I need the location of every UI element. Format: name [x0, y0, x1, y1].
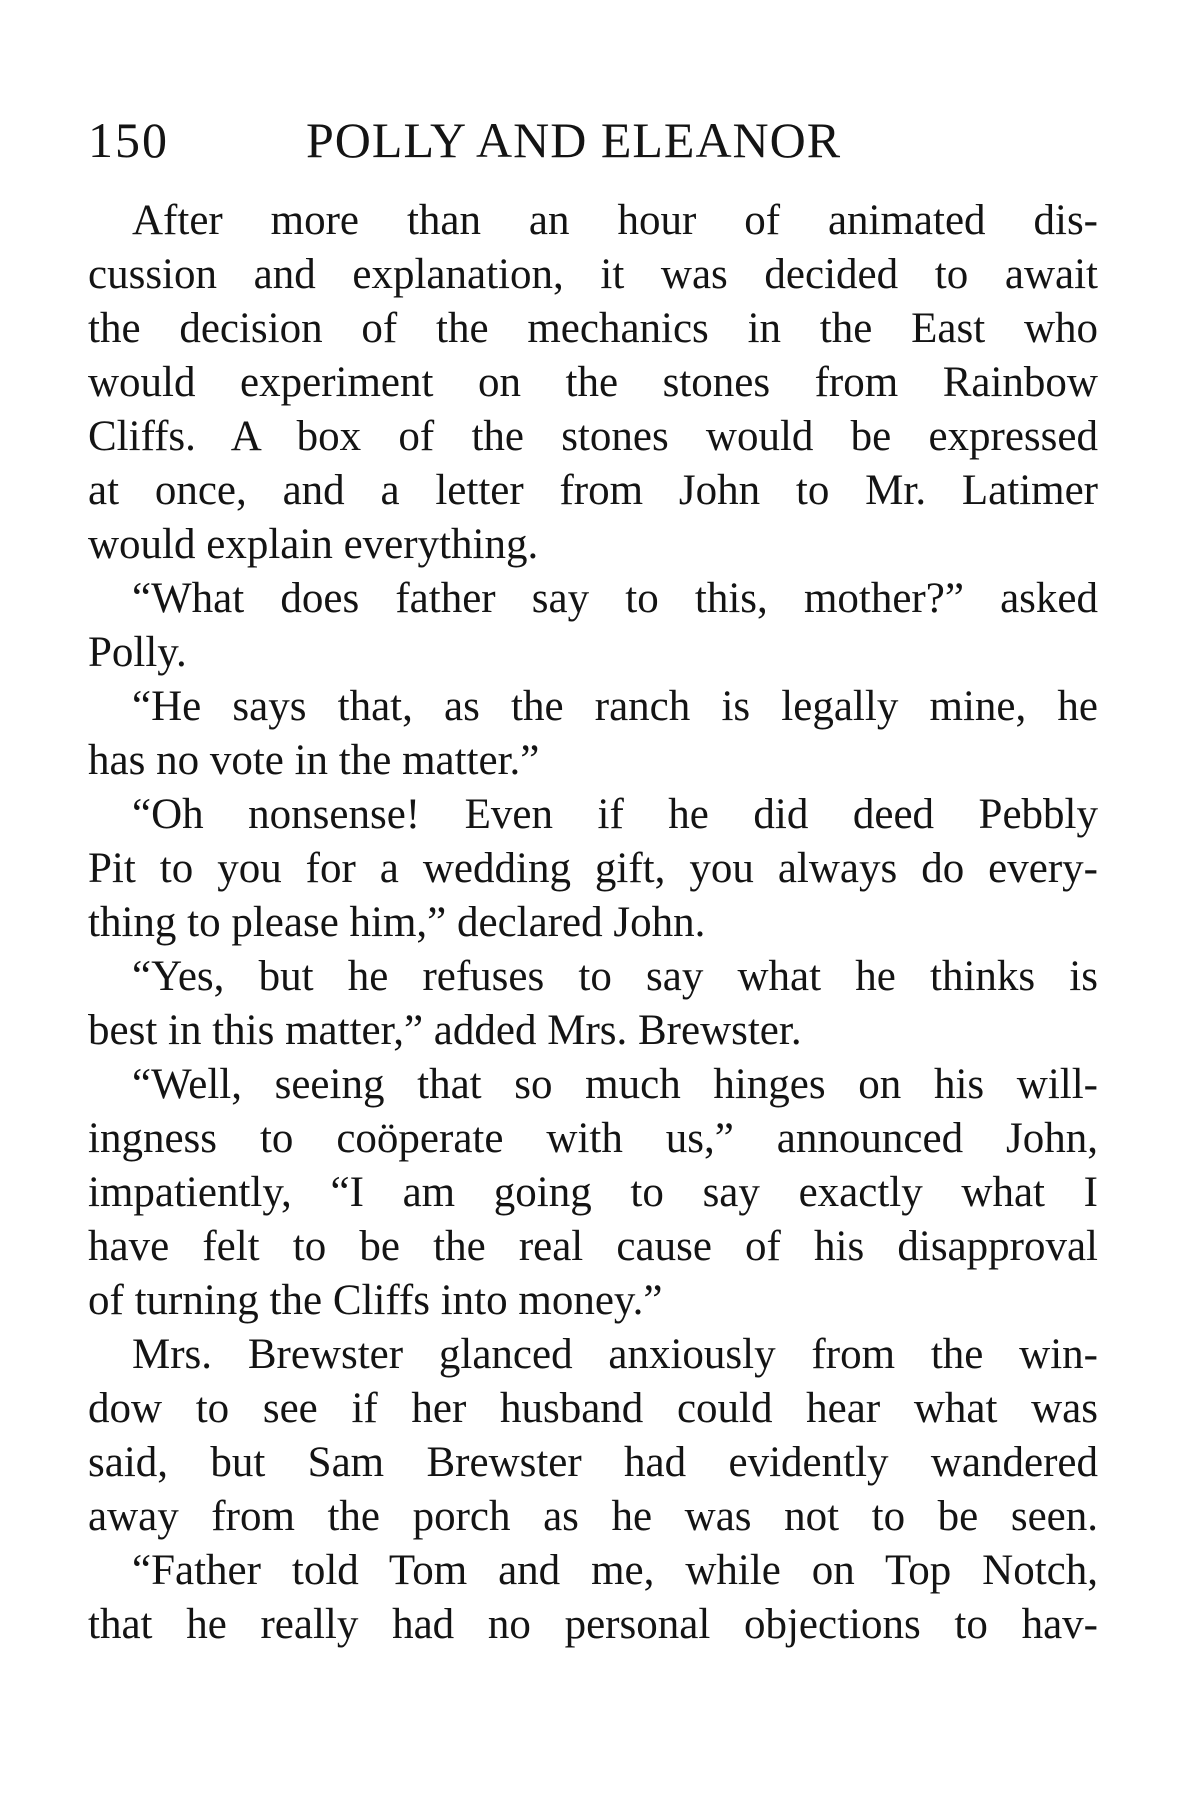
- text-line: cussion and explanation, it was decided to await: [88, 251, 1098, 298]
- text-line: ingness to coöperate with us,” announced John,: [88, 1115, 1098, 1162]
- book-title: POLLY AND ELEANOR: [306, 112, 842, 168]
- running-head: [88, 108, 1098, 172]
- text-line: “Oh nonsense! Even if he did deed Pebbly: [132, 791, 1098, 838]
- text-line: After more than an hour of animated dis-: [132, 197, 1098, 244]
- body-text: [88, 194, 1098, 1652]
- text-line: would explain everything.: [88, 521, 539, 568]
- text-line: Cliffs. A box of the stones would be expressed: [88, 413, 1098, 460]
- text-line: away from the porch as he was not to be seen.: [88, 1493, 1098, 1540]
- text-line: dow to see if her husband could hear what was: [88, 1385, 1098, 1432]
- text-line: has no vote in the matter.”: [88, 737, 540, 784]
- text-line: “Yes, but he refuses to say what he thinks is: [132, 953, 1098, 1000]
- text-line: have felt to be the real cause of his disapproval: [88, 1223, 1098, 1270]
- text-line: that he really had no personal objections to hav-: [88, 1601, 1098, 1648]
- text-line: of turning the Cliffs into money.”: [88, 1277, 663, 1324]
- text-line: Mrs. Brewster glanced anxiously from the win-: [132, 1331, 1098, 1378]
- text-line: thing to please him,” declared John.: [88, 899, 706, 946]
- text-line: “What does father say to this, mother?” asked: [132, 575, 1098, 622]
- text-line: said, but Sam Brewster had evidently wandered: [88, 1439, 1098, 1486]
- text-line: the decision of the mechanics in the East who: [88, 305, 1098, 352]
- text-line: “He says that, as the ranch is legally mine, he: [132, 683, 1098, 730]
- text-line: would experiment on the stones from Rainbow: [88, 359, 1098, 406]
- text-line: best in this matter,” added Mrs. Brewster.: [88, 1007, 802, 1054]
- page-number: 150: [88, 112, 169, 168]
- text-line: “Father told Tom and me, while on Top Notch,: [132, 1547, 1098, 1594]
- text-line: “Well, seeing that so much hinges on his will-: [132, 1061, 1098, 1108]
- text-line: Pit to you for a wedding gift, you always do every-: [88, 845, 1098, 892]
- text-line: at once, and a letter from John to Mr. Latimer: [88, 467, 1098, 514]
- text-line: impatiently, “I am going to say exactly what I: [88, 1169, 1098, 1216]
- text-line: Polly.: [88, 629, 187, 676]
